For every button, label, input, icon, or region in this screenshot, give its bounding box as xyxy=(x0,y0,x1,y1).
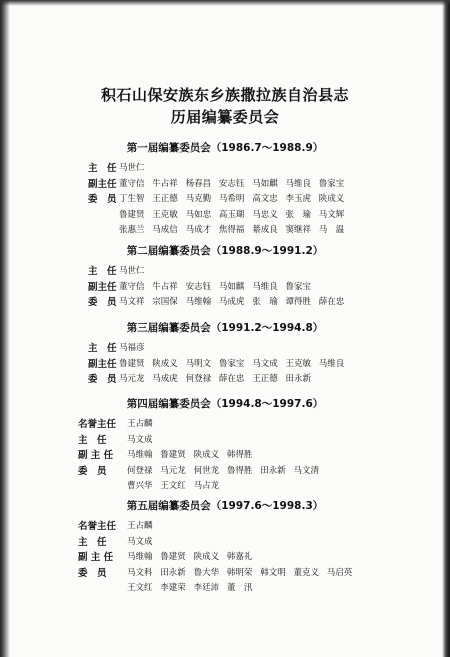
member-name: 马维翰 xyxy=(127,552,153,562)
member-name: 李廷沛 xyxy=(193,583,220,593)
role-label: 主 任 xyxy=(88,343,117,354)
vice-chair-row xyxy=(0,447,450,459)
member-name: 马占龙 xyxy=(193,481,220,491)
member-name: 马如麒 xyxy=(218,281,245,292)
chair-row xyxy=(0,432,450,444)
role-label: 副主任 xyxy=(88,178,117,190)
member-name: 牛占祥 xyxy=(152,281,178,292)
page-shadow-top xyxy=(0,0,450,6)
member-name: 韩明荣 xyxy=(226,567,253,578)
member-name: 董 汛 xyxy=(226,583,253,593)
member-row xyxy=(0,565,450,577)
member-name: 董守信 xyxy=(119,281,145,292)
member-row xyxy=(0,580,450,592)
chair-row xyxy=(0,263,450,275)
member-name: 何登禄 xyxy=(185,374,212,384)
honorary-chair-row xyxy=(0,416,450,428)
member-name: 马文成 xyxy=(127,434,153,445)
member-name: 王正德 xyxy=(152,194,178,204)
role-label: 主 任 xyxy=(88,266,117,277)
member-name: 鲁得胜 xyxy=(226,465,253,476)
member-name: 高文忠 xyxy=(252,194,278,204)
vice-chair-row xyxy=(0,549,450,561)
committee-heading: 第四届编纂委员会（1994.8～1997.6） xyxy=(126,398,324,410)
member-name: 田永新 xyxy=(260,465,286,476)
member-name: 马维良 xyxy=(252,281,278,292)
role-label: 副 主 任 xyxy=(78,552,114,563)
member-name: 田永新 xyxy=(285,374,312,384)
member-name: 薛在忠 xyxy=(318,297,345,307)
committee-heading: 第二届编纂委员会（1988.9～1991.2） xyxy=(126,245,324,257)
member-name: 马文祥 xyxy=(119,297,145,307)
member-name: 张 瑜 xyxy=(285,209,312,220)
member-name: 马成虎 xyxy=(152,374,178,384)
member-name: 马元龙 xyxy=(160,465,186,476)
chair-row xyxy=(0,340,450,352)
member-name: 张 瑜 xyxy=(252,297,278,307)
member-name: 马克勤 xyxy=(185,194,212,204)
role-label: 副 主 任 xyxy=(78,450,114,461)
member-name: 马元龙 xyxy=(119,374,145,384)
committee-heading: 第三届编纂委员会（1991.2～1994.8） xyxy=(126,322,324,334)
member-name: 马福彦 xyxy=(119,343,145,353)
member-name: 綦成良 xyxy=(252,225,278,235)
role-label: 主 任 xyxy=(78,434,107,446)
vice-chair-row xyxy=(0,356,450,368)
member-name: 马维翰 xyxy=(127,450,153,460)
member-name: 韩文明 xyxy=(260,567,286,578)
member-name: 王正德 xyxy=(252,374,278,384)
member-name: 陕成义 xyxy=(152,358,178,369)
member-name: 马维翰 xyxy=(185,297,212,307)
member-name: 鲁建贤 xyxy=(160,552,186,562)
role-label: 委 员 xyxy=(88,297,117,308)
member-name: 马成信 xyxy=(152,225,178,235)
member-name: 王文红 xyxy=(127,583,153,593)
member-name: 马维良 xyxy=(285,178,312,189)
member-name: 高玉瑚 xyxy=(218,209,245,220)
member-row xyxy=(0,478,450,490)
member-name: 鲁大华 xyxy=(193,567,220,578)
role-label: 委 员 xyxy=(88,194,117,205)
member-name: 鲁建贤 xyxy=(119,209,145,220)
document-title: 积石山保安族东乡族撒拉族自治县志 xyxy=(100,86,349,104)
vice-chair-row xyxy=(0,279,450,291)
member-name: 马如麒 xyxy=(252,178,278,189)
member-name: 陕成义 xyxy=(193,552,220,562)
member-name: 鲁建贤 xyxy=(119,358,145,369)
role-label: 主 任 xyxy=(88,163,117,174)
member-name: 何世龙 xyxy=(193,465,220,476)
committee-heading: 第一届编纂委员会（1986.7～1988.9） xyxy=(126,142,324,154)
member-row xyxy=(0,294,450,306)
member-name: 丁生智 xyxy=(119,194,145,204)
member-name: 马启英 xyxy=(326,567,353,578)
member-name: 王克敏 xyxy=(285,358,312,369)
role-label: 副主任 xyxy=(88,358,117,370)
member-name: 安志钰 xyxy=(218,178,245,189)
member-name: 马忠义 xyxy=(252,209,278,220)
role-label: 主 任 xyxy=(78,536,107,548)
member-name: 王占麟 xyxy=(127,521,153,531)
member-name: 马成虎 xyxy=(218,297,245,307)
vice-chair-row xyxy=(0,176,450,188)
member-name: 马希明 xyxy=(218,194,245,204)
role-label: 副主任 xyxy=(88,281,117,293)
member-name: 董克义 xyxy=(293,567,320,578)
member-name: 安志钰 xyxy=(185,281,212,292)
member-name: 焦得福 xyxy=(218,225,245,235)
role-label: 委 员 xyxy=(88,374,117,385)
member-name: 窦继祥 xyxy=(285,225,312,235)
member-name: 马文辉 xyxy=(318,209,345,220)
member-name: 张惠兰 xyxy=(119,225,145,235)
honorary-chair-row xyxy=(0,518,450,530)
member-name: 王文红 xyxy=(160,481,186,491)
member-name: 马世仁 xyxy=(119,163,145,173)
role-label: 委 员 xyxy=(78,567,107,579)
chair-row xyxy=(0,534,450,546)
member-name: 何登禄 xyxy=(127,465,153,476)
member-name: 王克敏 xyxy=(152,209,178,220)
member-row xyxy=(0,463,450,475)
member-name: 王占麟 xyxy=(127,419,153,429)
member-name: 鲁家宝 xyxy=(285,281,312,292)
member-name: 杨春昌 xyxy=(185,178,212,189)
member-name: 陕成义 xyxy=(193,450,220,460)
member-name: 陕成义 xyxy=(318,194,345,204)
member-name: 谭得胜 xyxy=(285,297,312,307)
member-name: 马世仁 xyxy=(119,266,145,276)
member-name: 曹兴华 xyxy=(127,481,153,491)
member-name: 马 温 xyxy=(318,225,345,235)
member-name: 马明文 xyxy=(185,358,212,369)
member-name: 韩嘉礼 xyxy=(226,552,253,562)
member-name: 宗国保 xyxy=(152,297,178,307)
member-name: 马维良 xyxy=(318,358,345,369)
member-name: 鲁家宝 xyxy=(318,178,345,189)
member-name: 李玉虎 xyxy=(285,194,312,204)
document-subtitle: 历届编纂委员会 xyxy=(170,108,280,126)
role-label: 名誉主任 xyxy=(78,419,117,430)
member-name: 马文成 xyxy=(127,536,153,547)
member-name: 马如忠 xyxy=(185,209,212,220)
member-name: 韩得胜 xyxy=(226,450,253,460)
member-name: 马文科 xyxy=(127,567,153,578)
member-name: 牛占祥 xyxy=(152,178,178,189)
member-row xyxy=(0,371,450,383)
member-name: 薛在忠 xyxy=(218,374,245,384)
chair-row xyxy=(0,160,450,172)
role-label: 名誉主任 xyxy=(78,521,117,532)
member-name: 鲁建贤 xyxy=(160,450,186,460)
member-name: 马文清 xyxy=(293,465,320,476)
member-name: 马文成 xyxy=(252,358,278,369)
member-name: 董守信 xyxy=(119,178,145,189)
member-name: 马成才 xyxy=(185,225,212,235)
member-row xyxy=(0,191,450,203)
role-label: 委 员 xyxy=(78,465,107,477)
member-row xyxy=(0,207,450,219)
committee-heading: 第五届编纂委员会（1997.6～1998.3） xyxy=(126,500,324,512)
member-row xyxy=(0,222,450,234)
member-name: 李建荣 xyxy=(160,583,186,593)
member-name: 田永新 xyxy=(160,567,186,578)
member-name: 鲁家宝 xyxy=(218,358,245,369)
